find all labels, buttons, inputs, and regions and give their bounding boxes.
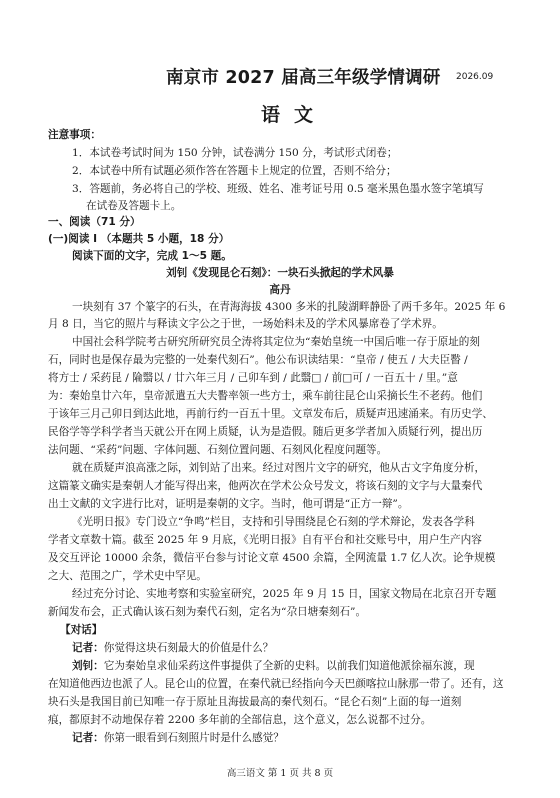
speaker-liuzhao: 刘钊： [72,660,104,672]
article-author: 高丹 [269,284,291,296]
article-line: 这篇篆文确实是秦朝人才能写得出来，他两次在学术公众号发文，将该石刻的文字与大量秦代 [48,480,483,492]
page-footer: 高三语文 第 1 页 共 8 页 [226,768,334,779]
exam-date: 2026.09 [456,72,494,82]
notice-item: 在试卷及答题卡上。 [86,200,182,212]
answer-line: 痕，都原封不动地保存着 2200 多年前的全部信息，这个意义，怎么说都不过分。 [48,714,432,726]
notice-item: 2．本试卷中所有试题必须作答在答题卡上规定的位置，否则不给分； [72,165,397,177]
article-line: 民俗学等学科学者当天就公开在网上质疑，认为是造假。随后更多学者加入质疑行列，提出历 [48,426,483,438]
answer-line: 块石头是我国目前已知唯一存于原址且海拔最高的秦代刻石。“昆仑石刻”上面的每一道刻 [48,696,462,708]
dialogue-answer [72,658,475,673]
article-line: 及交互评论 10000 余条，微信平台参与讨论文章 4500 余篇，全网流量 1.7 亿人次。论争规模 [48,552,496,564]
instruction: 阅读下面的文字，完成 1～5 题。 [72,250,232,262]
article-line: 就在质疑声浪高涨之际，刘钊站了出来。经过对图片文字的研究，他从古文字角度分析， [72,462,486,474]
article-line: 学者文章数十篇。截至 2025 年 9 月底，《光明日报》自有平台和社交账号中，用户生产内容 [48,534,482,546]
article-line: 于该年三月己卯日到达此地，再前行约一百五十里。文章发布后，质疑声迅速涌来。有历史学、 [48,408,493,420]
speaker-reporter: 记者： [72,732,104,744]
article-line: 法问题、“采药”问题、字体问题、石刻位置问题、石刻风化程度问题等。 [48,444,388,456]
question-text: 你觉得这块石刻最大的价值是什么？ [103,642,274,654]
article-line: 之大、范围之广，学术史中罕见。 [48,570,207,582]
answer-line: 在知道他西边也派了人。昆仑山的位置，在秦代就已经指向今天巴颜喀拉山脉那一带了。还有，这 [48,678,504,690]
article-line: 中国社会科学院考古研究所研究员仝涛将其定位为“秦始皇统一中国后唯一存于原址的刻 [72,336,480,348]
article-line: 为：秦始皇廿六年，皇帝派遣五大夫䁿率领一些方士，乘车前往昆仑山采摘长生不老药。他们 [48,390,483,402]
notice-heading: 注意事项： [48,129,101,141]
subsection-heading: (一)阅读 I （本题共 5 小题，18 分） [48,233,230,245]
section-heading: 一、阅读（71 分） [48,216,141,228]
article-line: 经过充分讨论、实地考察和实验室研究，2025 年 9 月 15 日，国家文物局在北京召开专题 [72,588,497,600]
notice-item: 3．答题前，务必将自己的学校、班级、姓名、准考证号用 0.5 毫米黑色墨水签字笔填写 [72,183,484,195]
notice-item: 1．本试卷考试时间为 150 分钟，试卷满分 150 分，考试形式闭卷； [72,147,398,159]
dialogue-question [72,730,284,745]
article-line: 《光明日报》专门设立“争鸣”栏目，支持和引导围绕昆仑石刻的学术辩论，发表各学科 [72,516,475,528]
dialogue-question [72,640,273,655]
speaker-reporter: 记者： [72,642,104,654]
question-text: 你第一眼看到石刻照片时是什么感觉？ [103,732,284,744]
article-line: 新闻发布会，正式确认该石刻为秦代石刻，定名为“尕日塘秦刻石”。 [48,606,367,618]
dialogue-heading: 【对话】 [60,624,103,636]
answer-text: 它为秦始皇求仙采药这件事提供了全新的史料。以前我们知道他派徐福东渡，现 [103,660,475,672]
article-line: 一块刻有 37 个篆字的石头，在青海海拔 4300 多米的扎陵湖畔静卧了两千多年。2025 年 6 [72,301,506,313]
article-line: 月 8 日，当它的照片与释读文字公之于世，一场始料未及的学术风暴席卷了学术界。 [48,318,443,330]
article-title: 刘钊《发现昆仑石刻》：一块石头掀起的学术风暴 [166,267,394,279]
exam-title: 南京市 2027 届高三年级学情调研 [166,68,441,88]
article-line: 出土文献的文字进行比对，证明是秦朝的文字。当时，他可谓是“正方一辩”。 [48,498,409,510]
article-line: 将方士 / 采药昆 / 陯翳以 / 廿六年三月 / 己卯车到 / 此翳□ / 前□可 / 一百五十 / 里。”意 [48,372,458,384]
article-line: 石，同时也是保存最为完整的一处秦代刻石”。他公布识读结果：“皇帝 / 使五 / 大夫臣䁿 / [48,354,468,366]
subject-title: 语文 [260,104,327,126]
header [0,64,560,90]
